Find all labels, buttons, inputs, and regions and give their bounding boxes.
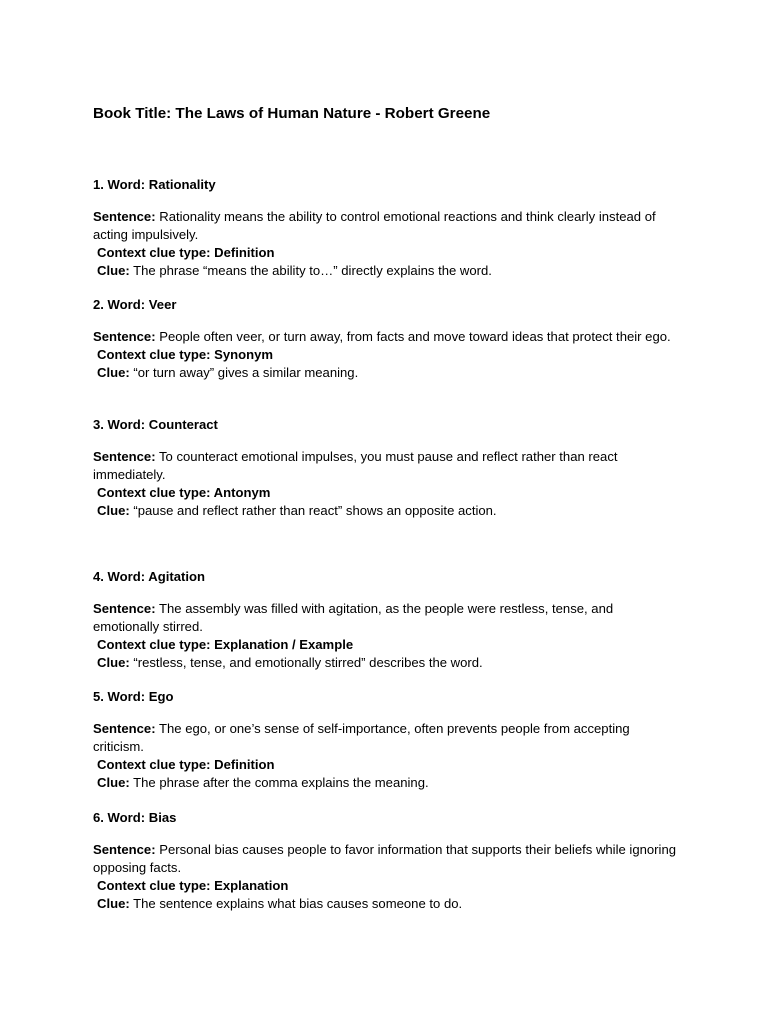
- word-heading: 6. Word: Bias: [93, 810, 177, 825]
- vocab-entry-4: [93, 568, 683, 672]
- sentence-label: Sentence:: [93, 329, 156, 344]
- clue-text: “or turn away” gives a similar meaning.: [133, 365, 359, 380]
- word-heading: 4. Word: Agitation: [93, 569, 206, 584]
- sentence-text: The assembly was filled with agitation, as the people were restless, tense, and emotionally stirred.: [93, 601, 614, 634]
- sentence: [93, 720, 683, 756]
- context-clue-type: Context clue type: Definition: [97, 757, 275, 772]
- vocab-entry-3: [93, 416, 683, 520]
- word-heading: 5. Word: Ego: [93, 689, 174, 704]
- context-clue-type: Context clue type: Synonym: [97, 347, 274, 362]
- clue-label: Clue:: [97, 503, 130, 518]
- clue: [97, 654, 683, 672]
- vocab-entry-2: [93, 296, 683, 382]
- sentence-text: The ego, or one’s sense of self-importance, often prevents people from accepting criticism.: [93, 721, 630, 754]
- sentence-label: Sentence:: [93, 721, 156, 736]
- clue-text: “pause and reflect rather than react” shows an opposite action.: [133, 503, 497, 518]
- sentence-label: Sentence:: [93, 842, 156, 857]
- sentence: [93, 328, 683, 346]
- vocab-entry-1: [93, 176, 683, 280]
- clue-text: The phrase after the comma explains the meaning.: [133, 775, 429, 790]
- sentence-text: Rationality means the ability to control emotional reactions and think clearly instead of acting impulsively.: [93, 209, 656, 242]
- clue-text: “restless, tense, and emotionally stirred” describes the word.: [133, 655, 483, 670]
- clue-label: Clue:: [97, 263, 130, 278]
- sentence: [93, 208, 683, 244]
- book-title: Book Title: The Laws of Human Nature - Robert Greene: [93, 105, 491, 122]
- context-clue-type: Context clue type: Definition: [97, 245, 275, 260]
- sentence-label: Sentence:: [93, 601, 156, 616]
- context-clue-type: Context clue type: Explanation: [97, 878, 289, 893]
- clue: [97, 895, 683, 913]
- context-clue-type: Context clue type: Antonym: [97, 485, 271, 500]
- clue: [97, 502, 683, 520]
- sentence-text: To counteract emotional impulses, you must pause and reflect rather than react immediately.: [93, 449, 618, 482]
- vocab-entry-6: [93, 809, 683, 913]
- sentence-text: Personal bias causes people to favor information that supports their beliefs while ignoring opposing facts.: [93, 842, 677, 875]
- vocab-entry-5: [93, 688, 683, 792]
- clue: [97, 774, 683, 792]
- sentence: [93, 448, 683, 484]
- clue: [97, 262, 683, 280]
- sentence-text: People often veer, or turn away, from facts and move toward ideas that protect their ego.: [159, 329, 671, 344]
- sentence-label: Sentence:: [93, 209, 156, 224]
- clue: [97, 364, 683, 382]
- clue-text: The phrase “means the ability to…” directly explains the word.: [133, 263, 492, 278]
- word-heading: 3. Word: Counteract: [93, 417, 218, 432]
- sentence-label: Sentence:: [93, 449, 156, 464]
- sentence: [93, 600, 683, 636]
- sentence: [93, 841, 683, 877]
- context-clue-type: Context clue type: Explanation / Example: [97, 637, 354, 652]
- clue-label: Clue:: [97, 365, 130, 380]
- clue-label: Clue:: [97, 896, 130, 911]
- clue-label: Clue:: [97, 655, 130, 670]
- word-heading: 1. Word: Rationality: [93, 177, 216, 192]
- clue-label: Clue:: [97, 775, 130, 790]
- clue-text: The sentence explains what bias causes someone to do.: [133, 896, 463, 911]
- word-heading: 2. Word: Veer: [93, 297, 177, 312]
